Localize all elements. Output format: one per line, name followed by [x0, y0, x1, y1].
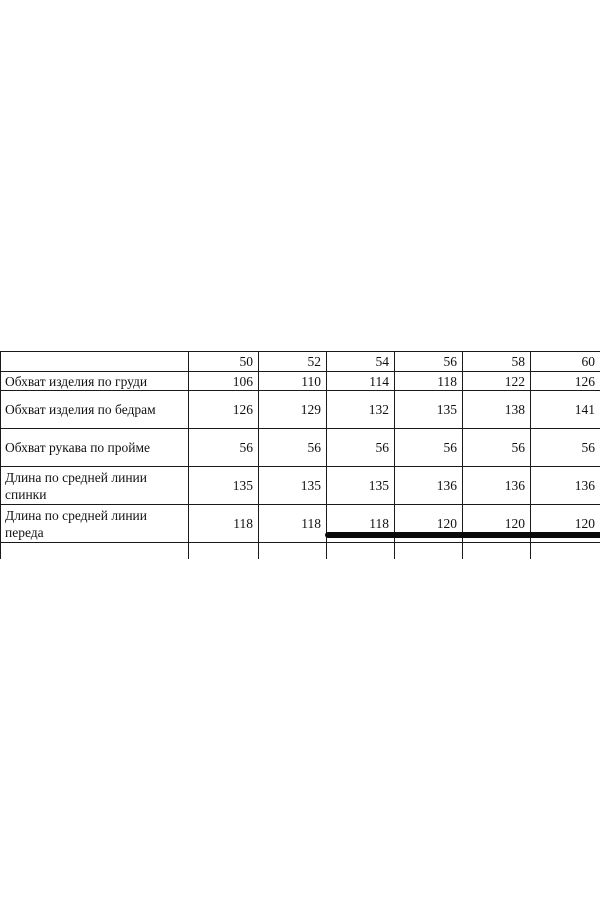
truncated-cell	[327, 543, 395, 560]
value-cell: 138	[463, 391, 531, 429]
row-label: Обхват изделия по бедрам	[1, 391, 189, 429]
row-label: Обхват изделия по груди	[1, 372, 189, 391]
truncated-row	[1, 543, 600, 560]
truncated-cell	[395, 543, 463, 560]
table-row	[1, 372, 600, 391]
size-header-cell: 60	[531, 352, 600, 372]
table-row	[1, 467, 600, 505]
truncated-cell	[259, 543, 327, 560]
value-cell: 56	[395, 429, 463, 467]
table-row	[1, 391, 600, 429]
value-cell: 56	[189, 429, 259, 467]
value-cell: 129	[259, 391, 327, 429]
size-header-cell: 58	[463, 352, 531, 372]
value-cell: 136	[463, 467, 531, 505]
value-cell: 135	[395, 391, 463, 429]
value-cell: 122	[463, 372, 531, 391]
value-cell: 56	[531, 429, 600, 467]
value-cell: 132	[327, 391, 395, 429]
value-cell: 136	[395, 467, 463, 505]
value-cell: 141	[531, 391, 600, 429]
size-header-cell: 56	[395, 352, 463, 372]
row-label-line: Длина по средней линии	[5, 507, 147, 523]
truncated-cell	[1, 543, 189, 560]
size-header-cell: 54	[327, 352, 395, 372]
value-cell: 120	[463, 505, 531, 543]
row-label: Обхват рукава по пройме	[1, 429, 189, 467]
truncated-cell	[531, 543, 600, 560]
size-chart-table	[0, 351, 600, 559]
row-label-line: Длина по средней линии	[5, 469, 147, 485]
value-cell: 114	[327, 372, 395, 391]
value-cell: 126	[189, 391, 259, 429]
value-cell: 135	[327, 467, 395, 505]
value-cell: 135	[189, 467, 259, 505]
value-cell: 56	[463, 429, 531, 467]
value-cell: 118	[259, 505, 327, 543]
row-label	[1, 467, 189, 505]
size-header-cell: 50	[189, 352, 259, 372]
truncated-cell	[189, 543, 259, 560]
header-corner-cell	[1, 352, 189, 372]
row-label	[1, 505, 189, 543]
value-cell: 106	[189, 372, 259, 391]
table-row	[1, 429, 600, 467]
value-cell: 136	[531, 467, 600, 505]
value-cell: 120	[531, 505, 600, 543]
value-cell: 56	[259, 429, 327, 467]
row-label-line: переда	[5, 524, 44, 540]
value-cell: 126	[531, 372, 600, 391]
value-cell: 56	[327, 429, 395, 467]
value-cell: 118	[189, 505, 259, 543]
value-cell: 135	[259, 467, 327, 505]
marker-stroke	[325, 532, 600, 538]
row-label-line: спинки	[5, 486, 47, 502]
header-row	[1, 352, 600, 372]
truncated-cell	[463, 543, 531, 560]
value-cell: 110	[259, 372, 327, 391]
value-cell: 118	[395, 372, 463, 391]
size-header-cell: 52	[259, 352, 327, 372]
value-cell: 118	[327, 505, 395, 543]
value-cell: 120	[395, 505, 463, 543]
